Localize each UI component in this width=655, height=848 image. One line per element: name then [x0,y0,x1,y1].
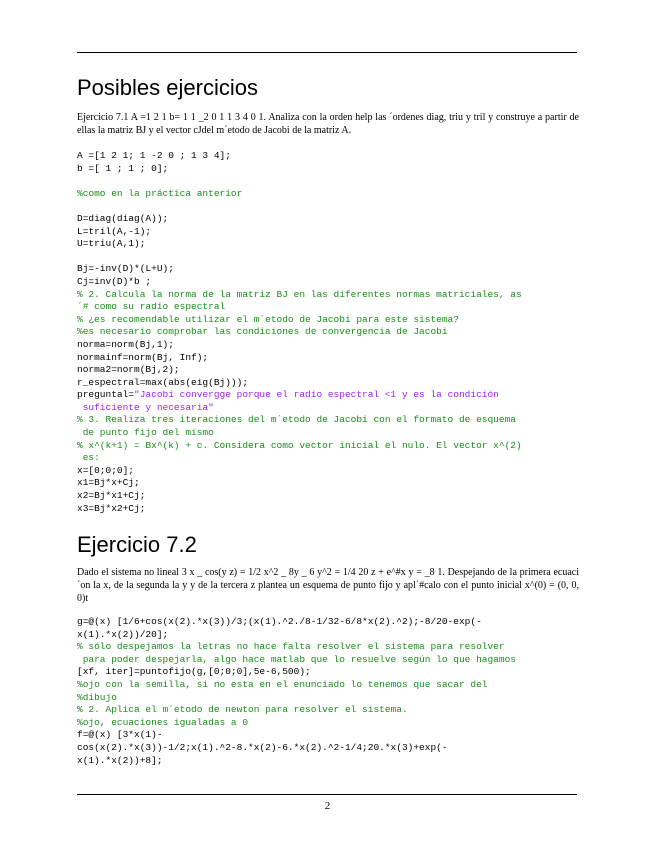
code-statement: [xf, iter]=puntofijo(g,[0;0;0],5e-6,500); [77,666,311,678]
code-line [77,477,582,490]
exercise-7-1-statement: Ejercicio 7.1 A =1 2 1 b= 1 1 _2 0 1 1 3 4 0 1. Analiza con la orden help las ´ordenes diag, triu y tril y construye a partir de ellas la matriz BJ y el vector cJdel m´etodo de Jacobi de la matriz A. [77,112,579,136]
code-statement: r_espectral=max(abs(eig(Bj))); [77,376,249,388]
code-block-exercise-7-1 [77,150,582,515]
code-line [77,679,582,692]
code-line [77,276,582,289]
code-statement: x3=Bj*x2+Cj; [77,502,146,514]
code-comment: % 2. Aplica el m´etodo de newton para resolver el sistema. [77,704,408,716]
section-title-ejercicio-7-2: Ejercicio 7.2 [77,532,197,557]
code-string: suficiente y necesaria" [77,401,214,413]
code-statement: A =[1 2 1; 1 -2 0 ; 1 3 4]; [77,150,231,161]
code-line [77,755,582,768]
section-title-posibles-ejercicios: Posibles ejercicios [77,75,258,100]
code-statement: norma2=norm(Bj,2); [77,364,180,376]
code-line [77,629,582,642]
code-blank-line [77,251,582,264]
code-statement: x=[0;0;0]; [77,464,135,476]
code-line [77,490,582,503]
code-statement: normainf=norm(Bj, Inf); [77,351,209,363]
code-statement: b =[ 1 ; 1 ; 0]; [77,162,169,174]
code-line [77,641,582,654]
code-statement: D=diag(diag(A)); [77,212,169,224]
code-line [77,301,582,314]
header-rule [77,52,577,53]
code-line [77,402,582,415]
code-statement: x(1).*x(2))+8]; [77,754,163,766]
code-line [77,150,582,163]
code-comment: %como en la práctica anterior [77,187,243,199]
code-comment: %ojo con la semilla, si no esta en el enunciado lo tenemos que sacar del [77,678,488,690]
exercise-7-2-statement: Dado el sistema no lineal 3 x _ cos(y z) = 1/2 x^2 _ 8y _ 6 y^2 = 1/4 20 z + e^#x y = _8 1. Despejando de la primera ecuaci´on la x, de la segunda la y y de la tercera z plantea un esquema de punto fijo y apl´#calo con el punto inicial x^(0) = (0, 0, 0)t [77,567,579,604]
code-line [77,666,582,679]
code-comment: % sólo despejamos la letras no hace falta resolver el sistema para resolver [77,641,505,653]
code-string: "Jacobi convergge porque el radio espectral <1 y es la condición [134,389,499,401]
code-line [77,440,582,453]
code-statement: g=@(x) [1/6+cos(x(2).*x(3))/3;(x(1).^2./8-1/32-6/8*x(2).^2);-8/20-exp(- [77,616,482,627]
code-comment: % 3. Realiza tres iteraciones del m´etodo de Jacobi con el formato de esquema [77,414,516,426]
code-statement: Cj=inv(D)*b ; [77,275,152,287]
code-line [77,263,582,276]
code-comment: de punto fijo del mismo [77,427,214,439]
code-line [77,188,582,201]
code-line [77,465,582,478]
code-comment: es: [77,452,100,464]
code-line [77,377,582,390]
code-line [77,213,582,226]
code-line [77,717,582,730]
code-line [77,704,582,717]
code-line [77,226,582,239]
code-line [77,339,582,352]
code-blank-line [77,175,582,188]
page-number: 2 [324,800,331,812]
code-statement: x1=Bj*x+Cj; [77,477,140,489]
code-statement: norma=norm(Bj,1); [77,338,174,350]
code-line [77,289,582,302]
code-comment: ´# como su radio espectral [77,301,226,313]
code-comment: % 2. Calcula la norma de la matriz BJ en las diferentes normas matriciales, as [77,288,522,300]
code-block-exercise-7-2 [77,616,582,767]
code-line [77,452,582,465]
code-comment: para poder despejarla, algo hace matlab que lo resuelve según lo que hagamos [77,653,516,665]
code-line [77,314,582,327]
code-blank-line [77,200,582,213]
code-line [77,427,582,440]
code-comment: %es necesario comprobar las condiciones de convergencia de Jacobi [77,326,448,338]
code-line [77,729,582,742]
code-line [77,616,582,629]
code-line [77,654,582,667]
code-line [77,742,582,755]
code-line [77,352,582,365]
code-statement: U=triu(A,1); [77,238,146,250]
code-statement: cos(x(2).*x(3))-1/2;x(1).^2-8.*x(2)-6.*x(2).^2-1/4;20.*x(3)+exp(- [77,741,448,753]
code-line [77,364,582,377]
code-statement: preguntal= [77,389,135,401]
code-line [77,692,582,705]
code-comment: % x^(k+1) = Bx^(k) + c. Considera como vector inicial el nulo. El vector x^(2) [77,439,522,451]
code-statement: x(1).*x(2))/20]; [77,628,169,640]
footer-rule [77,794,577,795]
code-line [77,389,582,402]
code-line [77,326,582,339]
code-comment: %dibujo [77,691,117,703]
code-statement: x2=Bj*x1+Cj; [77,490,146,502]
code-line [77,163,582,176]
code-statement: f=@(x) [3*x(1)- [77,729,163,741]
code-statement: L=tril(A,-1); [77,225,152,237]
code-comment: %ojo, ecuaciones igualadas a 0 [77,716,249,728]
code-line [77,503,582,516]
code-comment: % ¿es recomendable utilizar el m´etodo de Jacobi para este sistema? [77,313,459,325]
code-statement: Bj=-inv(D)*(L+U); [77,263,174,275]
code-line [77,414,582,427]
code-line [77,238,582,251]
